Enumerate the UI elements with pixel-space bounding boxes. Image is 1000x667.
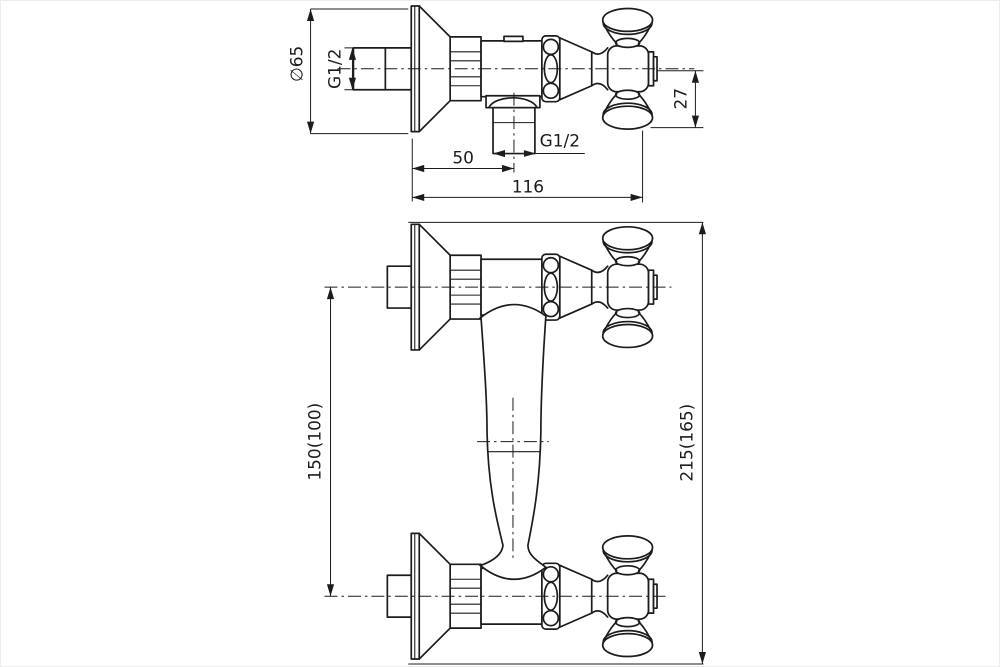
dim-centers [305, 287, 331, 596]
dimension-label-centers: 150(100) [304, 402, 325, 481]
dim-handle-offset [651, 71, 704, 128]
dimension-label-flange-diameter: ∅65 [286, 45, 307, 82]
dimension-label-handle-offset: 27 [670, 87, 691, 110]
side-view [287, 6, 704, 202]
dimension-label-inlet-thread: G1/2 [324, 48, 345, 89]
dimension-label-outlet-offset: 50 [452, 147, 474, 168]
dimension-label-outlet-thread: G1/2 [539, 130, 581, 151]
dimension-label-overall-height: 215(165) [676, 403, 697, 482]
body-top-boss [504, 36, 523, 41]
outlet-pipe [486, 96, 540, 154]
technical-drawing [1, 1, 999, 666]
dimension-label-overall-depth: 116 [511, 176, 545, 197]
front-view [305, 222, 704, 664]
